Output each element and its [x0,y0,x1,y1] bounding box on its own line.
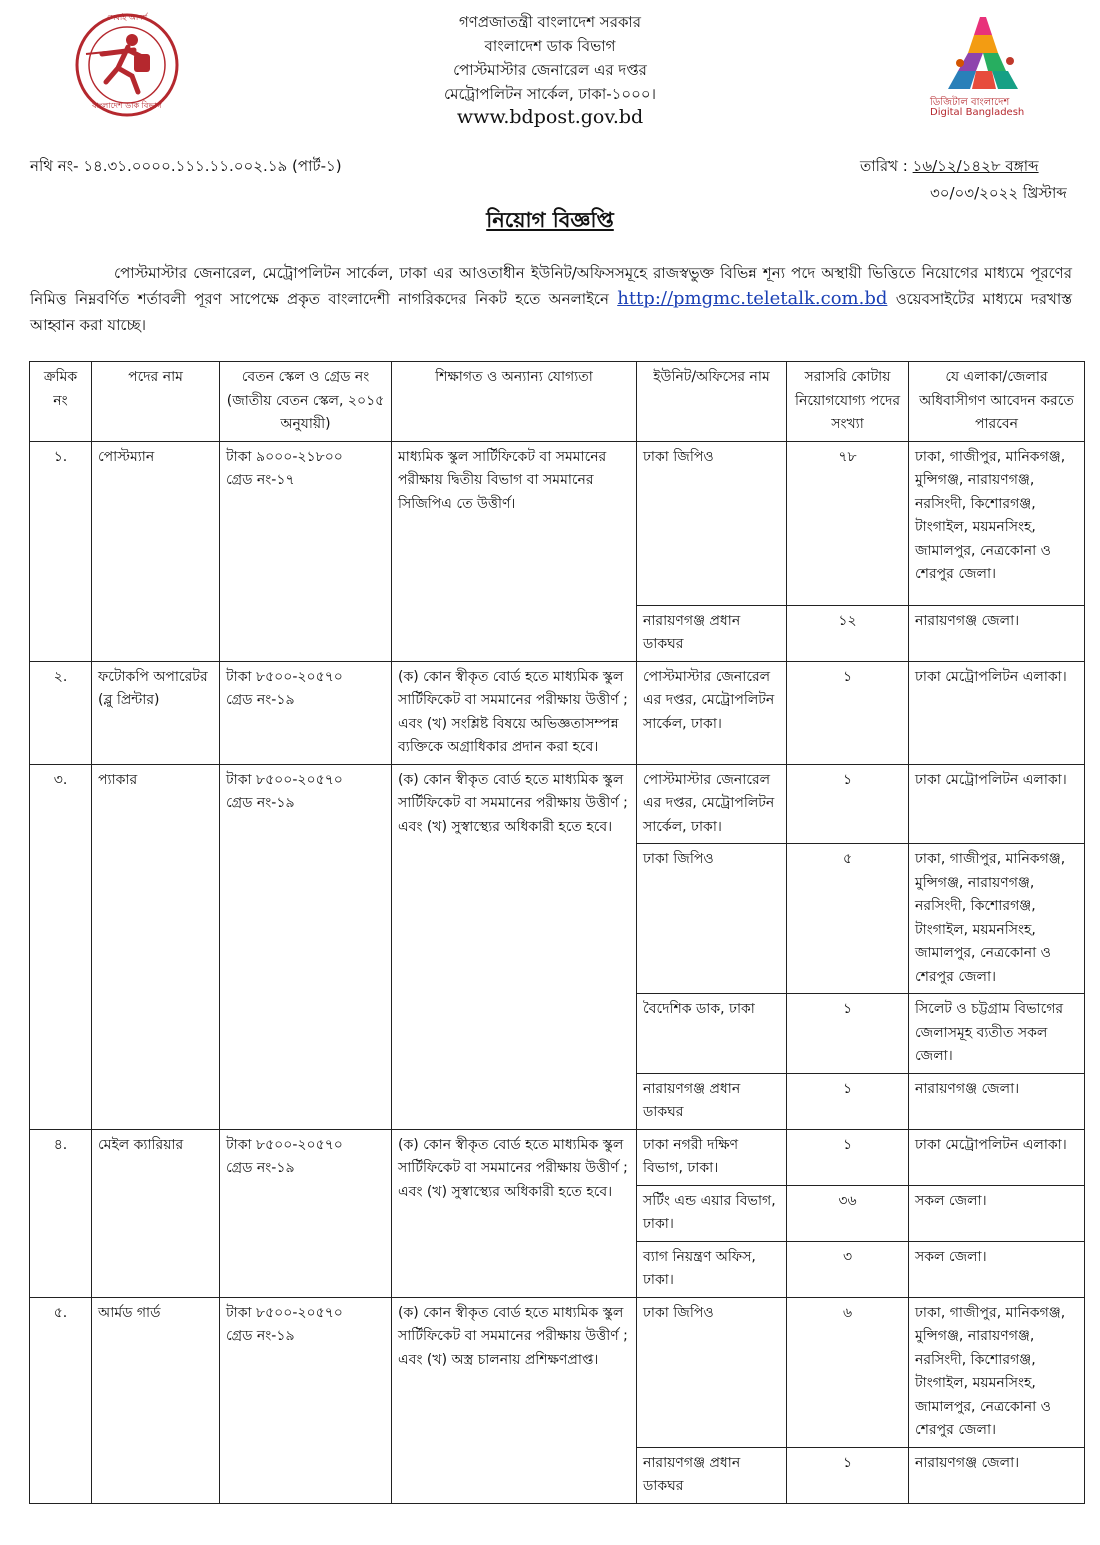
logo-bottom-text: বাংলাদেশ ডাক বিভাগ [92,101,162,110]
unit-cell: ঢাকা জিপিও [637,1297,787,1447]
header-line-2: বাংলাদেশ ডাক বিভাগ [484,37,616,55]
unit-cell: ঢাকা জিপিও [637,441,787,605]
area-cell: ঢাকা, গাজীপুর, মানিকগঞ্জ, মুন্সিগঞ্জ, নারায়ণগঞ্জ, নরসিংদী, কিশোরগঞ্জ, টাংগাইল, ময়মনসিংহ, জামালপুর, নেত্রকোনা ও শেরপুর জেলা। [909,844,1085,994]
count-cell: ১ [787,1073,909,1129]
intro-after: ওয়েবসাইটের মাধ্যমে দরখাস্ত আহ্বান করা যাচ্ছে। [30,290,1072,334]
intro-before: পোস্টমাস্টার জেনারেল, মেট্রোপলিটন সার্কেল, ঢাকা এর আওতাধীন ইউনিট/অফিসসমূহে রাজস্বভুক্ত বিভিন্ন শূন্য পদে অস্থায়ী ভিত্তিতে নিয়োগের মাধ্যমে পূরণের নিমিত্ত নিম্নবর্ণিত শর্তাবলী পূরণ সাপেক্ষে প্রকৃত বাংলাদেশী নাগরিকদের নিকট হতে অনলাইনে [30,264,1072,308]
unit-cell: নারায়ণগঞ্জ প্রধান ডাকঘর [637,605,787,661]
count-cell: ১ [787,661,909,764]
unit-cell: নারায়ণগঞ্জ প্রধান ডাকঘর [637,1073,787,1129]
qualification-cell: (ক) কোন স্বীকৃত বোর্ড হতে মাধ্যমিক স্কুল সার্টিফিকেট বা সমমানের পরীক্ষায় উত্তীর্ণ ; এবং (খ) সংশ্লিষ্ট বিষয়ে অভিজ্ঞতাসম্পন্ন ব্যক্তিকে অগ্রাধিকার প্রদান করা হবে। [392,661,637,764]
memo-ref: নথি নং- ১৪.৩১.০০০০.১১১.১১.০০২.১৯ (পার্ট-১) [30,157,342,175]
col-count: সরাসরি কোটায় নিয়োগযোগ্য পদের সংখ্যা [787,362,909,442]
digital-bd-english: Digital Bangladesh [930,107,1025,118]
count-cell: ১ [787,1447,909,1503]
letterhead [380,10,720,128]
count-cell: ১ [787,1129,909,1185]
col-unit: ইউনিট/অফিসের নাম [637,362,787,442]
header-line-4: মেট্রোপলিটন সার্কেল, ঢাকা-১০০০। [444,85,656,103]
unit-cell: সর্টিং এন্ড এয়ার বিভাগ, ঢাকা। [637,1185,787,1241]
col-post: পদের নাম [92,362,220,442]
table-row [30,441,1085,605]
date-english: ৩০/০৩/২০২২ খ্রিস্টাব্দ [930,184,1067,202]
table-header-row [30,362,1085,442]
serial-cell: ৫. [30,1297,92,1503]
count-cell: ৩ [787,1241,909,1297]
post-cell: ফটোকপি অপারেটর (ব্লু প্রিন্টার) [92,661,220,764]
post-cell: প্যাকার [92,764,220,1129]
serial-cell: ২. [30,661,92,764]
table-row [30,1129,1085,1185]
apply-link[interactable]: http://pmgmc.teletalk.com.bd [617,288,888,309]
area-cell: নারায়ণগঞ্জ জেলা। [909,605,1085,661]
jobs-table [29,361,1085,1504]
scale-cell: টাকা ৮৫০০-২০৫৭০ গ্রেড নং-১৯ [220,661,392,764]
unit-cell: ঢাকা নগরী দক্ষিণ বিভাগ, ঢাকা। [637,1129,787,1185]
col-area: যে এলাকা/জেলার অধিবাসীগণ আবেদন করতে পারবেন [909,362,1085,442]
area-cell: নারায়ণগঞ্জ জেলা। [909,1073,1085,1129]
header-line-3: পোস্টমাস্টার জেনারেল এর দপ্তর [453,61,647,79]
area-cell: নারায়ণগঞ্জ জেলা। [909,1447,1085,1503]
table-row [30,764,1085,844]
intro-paragraph [30,260,1072,338]
post-cell: পোস্টম্যান [92,441,220,661]
unit-cell: বৈদেশিক ডাক, ঢাকা [637,994,787,1074]
date-bangla: ১৬/১২/১৪২৮ বঙ্গাব্দ [912,157,1039,175]
area-cell: সকল জেলা। [909,1185,1085,1241]
serial-cell: ৪. [30,1129,92,1297]
unit-cell: ঢাকা জিপিও [637,844,787,994]
qualification-cell: (ক) কোন স্বীকৃত বোর্ড হতে মাধ্যমিক স্কুল সার্টিফিকেট বা সমমানের পরীক্ষায় উত্তীর্ণ ; এবং (খ) সুস্বাস্থ্যের অধিকারী হতে হবে। [392,764,637,1129]
logo-top-text: সেবাই আদর্শ [106,13,148,22]
scale-cell: টাকা ৮৫০০-২০৫৭০ গ্রেড নং-১৯ [220,1297,392,1503]
date-label: তারিখ : [860,157,908,175]
count-cell: ৬ [787,1297,909,1447]
count-cell: ৩৬ [787,1185,909,1241]
area-cell: ঢাকা, গাজীপুর, মানিকগঞ্জ, মুন্সিগঞ্জ, নারায়ণগঞ্জ, নরসিংদী, কিশোরগঞ্জ, টাংগাইল, ময়মনসিংহ, জামালপুর, নেত্রকোনা ও শেরপুর জেলা। [909,441,1085,605]
bd-post-logo [72,10,182,120]
area-cell: ঢাকা মেট্রোপলিটন এলাকা। [909,661,1085,764]
area-cell: ঢাকা মেট্রোপলিটন এলাকা। [909,764,1085,844]
unit-cell: ব্যাগ নিয়ন্ত্রণ অফিস, ঢাকা। [637,1241,787,1297]
area-cell: ঢাকা, গাজীপুর, মানিকগঞ্জ, মুন্সিগঞ্জ, নারায়ণগঞ্জ, নরসিংদী, কিশোরগঞ্জ, টাংগাইল, ময়মনসিংহ, জামালপুর, নেত্রকোনা ও শেরপুর জেলা। [909,1297,1085,1447]
count-cell: ৭৮ [787,441,909,605]
qualification-cell: মাধ্যমিক স্কুল সার্টিফিকেট বা সমমানের পরীক্ষায় দ্বিতীয় বিভাগ বা সমমানের সিজিপিএ তে উত্তীর্ণ। [392,441,637,661]
unit-cell: পোস্টমাস্টার জেনারেল এর দপ্তর, মেট্রোপলিটন সার্কেল, ঢাকা। [637,661,787,764]
unit-cell: নারায়ণগঞ্জ প্রধান ডাকঘর [637,1447,787,1503]
table-row [30,661,1085,764]
area-cell: সিলেট ও চট্টগ্রাম বিভাগের জেলাসমূহ ব্যতীত সকল জেলা। [909,994,1085,1074]
area-cell: সকল জেলা। [909,1241,1085,1297]
count-cell: ১ [787,764,909,844]
post-cell: মেইল ক্যারিয়ার [92,1129,220,1297]
digital-bd-bangla: ডিজিটাল বাংলাদেশ [930,97,1010,108]
scale-cell: টাকা ৮৫০০-২০৫৭০ গ্রেড নং-১৯ [220,1129,392,1297]
post-cell: আর্মড গার্ড [92,1297,220,1503]
table-row [30,1297,1085,1447]
col-scale: বেতন স্কেল ও গ্রেড নং (জাতীয় বেতন স্কেল, ২০১৫ অনুযায়ী) [220,362,392,442]
scale-cell: টাকা ৮৫০০-২০৫৭০ গ্রেড নং-১৯ [220,764,392,1129]
page-title: নিয়োগ বিজ্ঞপ্তি [486,208,614,232]
count-cell: ১২ [787,605,909,661]
col-qualification: শিক্ষাগত ও অন্যান্য যোগ্যতা [392,362,637,442]
scale-cell: টাকা ৯০০০-২১৮০০ গ্রেড নং-১৭ [220,441,392,661]
memo-date [860,155,1075,207]
count-cell: ১ [787,994,909,1074]
unit-cell: পোস্টমাস্টার জেনারেল এর দপ্তর, মেট্রোপলিটন সার্কেল, ঢাকা। [637,764,787,844]
serial-cell: ৩. [30,764,92,1129]
qualification-cell: (ক) কোন স্বীকৃত বোর্ড হতে মাধ্যমিক স্কুল সার্টিফিকেট বা সমমানের পরীক্ষায় উত্তীর্ণ ; এবং (খ) সুস্বাস্থ্যের অধিকারী হতে হবে। [392,1129,637,1297]
qualification-cell: (ক) কোন স্বীকৃত বোর্ড হতে মাধ্যমিক স্কুল সার্টিফিকেট বা সমমানের পরীক্ষায় উত্তীর্ণ ; এবং (খ) অস্ত্র চালনায় প্রশিক্ষণপ্রাপ্ত। [392,1297,637,1503]
area-cell: ঢাকা মেট্রোপলিটন এলাকা। [909,1129,1085,1185]
header-line-1: গণপ্রজাতন্ত্রী বাংলাদেশ সরকার [458,13,642,31]
website-text: www.bdpost.gov.bd [456,106,644,128]
count-cell: ৫ [787,844,909,994]
digital-bangladesh-logo [930,15,1040,120]
serial-cell: ১. [30,441,92,661]
col-serial: ক্রমিক নং [30,362,92,442]
